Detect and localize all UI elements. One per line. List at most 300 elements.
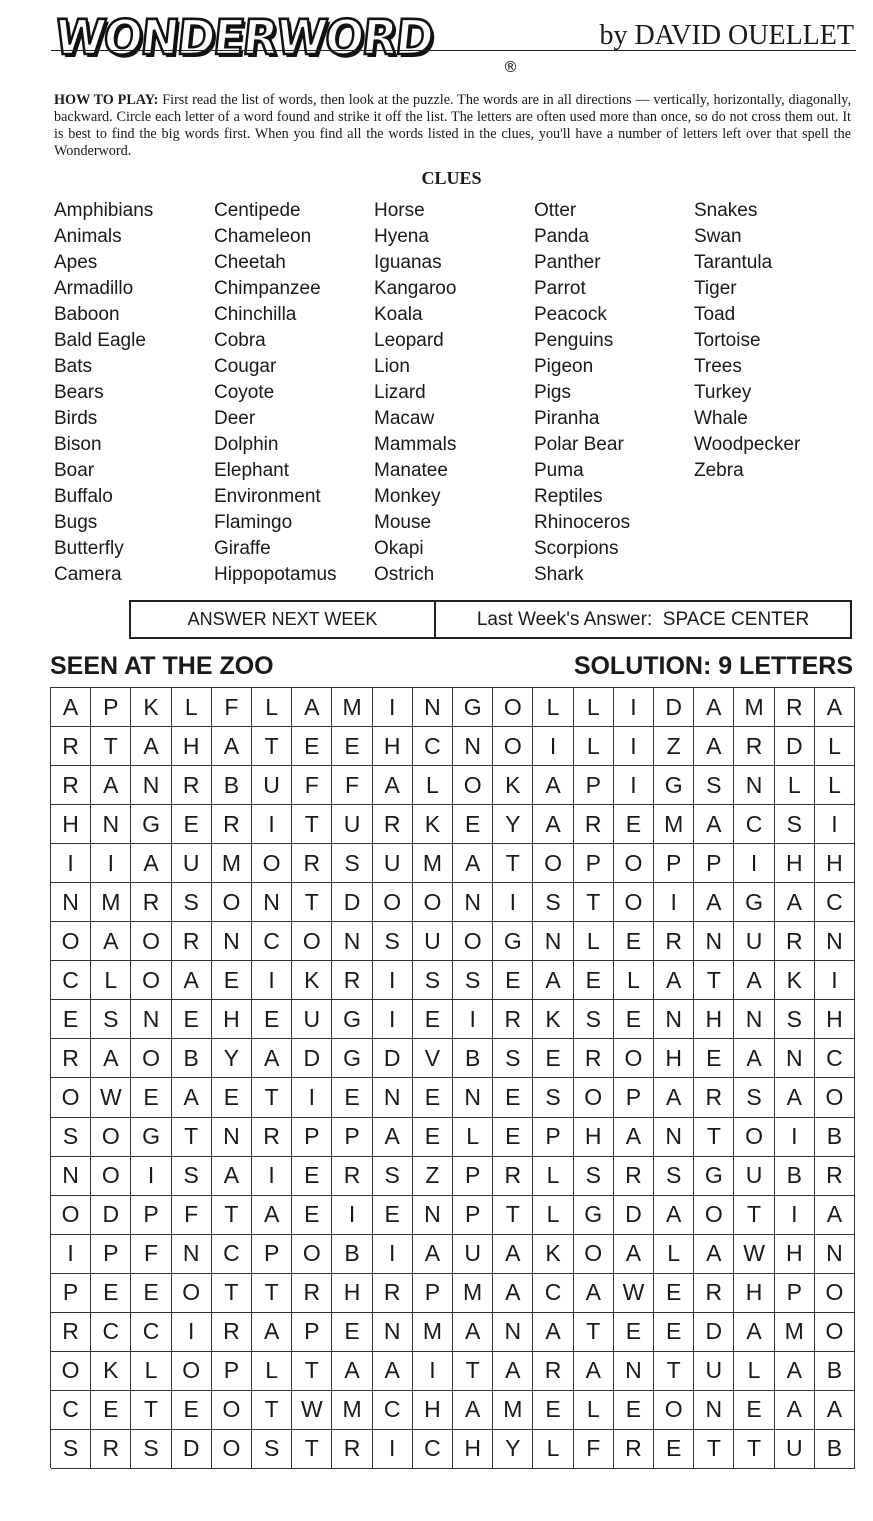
grid-cell[interactable]: R (292, 844, 332, 883)
grid-cell[interactable]: R (332, 1157, 372, 1196)
clue-word[interactable]: Bugs (54, 512, 98, 533)
grid-cell[interactable]: I (332, 1196, 372, 1235)
grid-cell[interactable]: G (453, 688, 493, 727)
grid-cell[interactable]: A (91, 766, 131, 805)
grid-cell[interactable]: R (493, 1000, 533, 1039)
grid-cell[interactable]: R (131, 883, 171, 922)
clue-word[interactable]: Baboon (54, 304, 120, 325)
grid-cell[interactable]: R (694, 1078, 734, 1117)
clue-word[interactable]: Bears (54, 382, 104, 403)
grid-cell[interactable]: Z (413, 1157, 453, 1196)
grid-cell[interactable]: U (775, 1430, 815, 1469)
grid-cell[interactable]: E (413, 1000, 453, 1039)
grid-cell[interactable]: S (172, 1157, 212, 1196)
grid-cell[interactable]: W (91, 1078, 131, 1117)
grid-cell[interactable]: L (172, 688, 212, 727)
grid-cell[interactable]: D (775, 727, 815, 766)
grid-cell[interactable]: N (332, 922, 372, 961)
grid-cell[interactable]: I (131, 1157, 171, 1196)
grid-cell[interactable]: T (654, 1352, 694, 1391)
grid-cell[interactable]: A (694, 1235, 734, 1274)
grid-cell[interactable]: L (252, 688, 292, 727)
grid-cell[interactable]: P (453, 1196, 493, 1235)
grid-cell[interactable]: L (574, 727, 614, 766)
grid-cell[interactable]: C (252, 922, 292, 961)
grid-cell[interactable]: H (815, 844, 855, 883)
grid-cell[interactable]: A (775, 1352, 815, 1391)
clue-word[interactable]: Whale (694, 408, 748, 429)
grid-cell[interactable]: H (654, 1039, 694, 1078)
grid-cell[interactable]: A (453, 844, 493, 883)
grid-cell[interactable]: U (172, 844, 212, 883)
grid-cell[interactable]: A (131, 844, 171, 883)
clue-word[interactable]: Buffalo (54, 486, 113, 507)
grid-cell[interactable]: M (413, 1313, 453, 1352)
grid-cell[interactable]: O (292, 1235, 332, 1274)
grid-cell[interactable]: C (51, 961, 91, 1000)
grid-cell[interactable]: A (252, 1196, 292, 1235)
grid-cell[interactable]: I (453, 1000, 493, 1039)
grid-cell[interactable]: P (131, 1196, 171, 1235)
grid-cell[interactable]: T (91, 727, 131, 766)
grid-cell[interactable]: E (292, 727, 332, 766)
clue-word[interactable]: Pigs (534, 382, 571, 403)
grid-cell[interactable]: H (172, 727, 212, 766)
grid-cell[interactable]: P (212, 1352, 252, 1391)
grid-cell[interactable]: H (694, 1000, 734, 1039)
grid-cell[interactable]: R (332, 961, 372, 1000)
grid-cell[interactable]: I (51, 844, 91, 883)
grid-cell[interactable]: G (694, 1157, 734, 1196)
grid-cell[interactable]: P (51, 1274, 91, 1313)
grid-cell[interactable]: F (332, 766, 372, 805)
grid-cell[interactable]: I (614, 766, 654, 805)
grid-cell[interactable]: S (654, 1157, 694, 1196)
grid-cell[interactable]: S (453, 961, 493, 1000)
grid-cell[interactable]: N (694, 922, 734, 961)
grid-cell[interactable]: O (172, 1352, 212, 1391)
grid-cell[interactable]: A (775, 1391, 815, 1430)
grid-cell[interactable]: K (493, 766, 533, 805)
grid-cell[interactable]: K (292, 961, 332, 1000)
grid-cell[interactable]: T (694, 961, 734, 1000)
grid-cell[interactable]: L (815, 727, 855, 766)
grid-cell[interactable]: I (815, 805, 855, 844)
grid-cell[interactable]: P (694, 844, 734, 883)
grid-cell[interactable]: U (453, 1235, 493, 1274)
grid-cell[interactable]: P (574, 844, 614, 883)
grid-cell[interactable]: M (91, 883, 131, 922)
grid-cell[interactable]: T (212, 1274, 252, 1313)
grid-cell[interactable]: T (252, 1274, 292, 1313)
grid-cell[interactable]: R (775, 688, 815, 727)
grid-cell[interactable]: O (212, 1430, 252, 1469)
grid-cell[interactable]: E (413, 1078, 453, 1117)
grid-cell[interactable]: U (734, 922, 774, 961)
clue-word[interactable]: Manatee (374, 460, 448, 481)
grid-cell[interactable]: I (614, 688, 654, 727)
grid-cell[interactable]: C (815, 883, 855, 922)
grid-cell[interactable]: I (91, 844, 131, 883)
grid-cell[interactable]: U (373, 844, 413, 883)
grid-cell[interactable]: G (493, 922, 533, 961)
grid-cell[interactable]: D (694, 1313, 734, 1352)
grid-cell[interactable]: W (734, 1235, 774, 1274)
grid-cell[interactable]: A (413, 1235, 453, 1274)
grid-cell[interactable]: L (533, 1157, 573, 1196)
clue-word[interactable]: Centipede (214, 200, 301, 221)
grid-cell[interactable]: C (91, 1313, 131, 1352)
grid-cell[interactable]: A (212, 727, 252, 766)
grid-cell[interactable]: H (51, 805, 91, 844)
grid-cell[interactable]: E (373, 1196, 413, 1235)
clue-word[interactable]: Tarantula (694, 252, 773, 273)
grid-cell[interactable]: L (453, 1118, 493, 1157)
grid-cell[interactable]: R (292, 1274, 332, 1313)
grid-cell[interactable]: R (493, 1157, 533, 1196)
grid-cell[interactable]: R (51, 766, 91, 805)
clue-word[interactable]: Macaw (374, 408, 435, 429)
grid-cell[interactable]: K (533, 1000, 573, 1039)
clue-word[interactable]: Bison (54, 434, 102, 455)
grid-cell[interactable]: R (172, 766, 212, 805)
clue-word[interactable]: Parrot (534, 278, 586, 299)
grid-cell[interactable]: H (775, 1235, 815, 1274)
clue-word[interactable]: Swan (694, 226, 742, 247)
grid-cell[interactable]: C (373, 1391, 413, 1430)
clue-word[interactable]: Elephant (214, 460, 290, 481)
grid-cell[interactable]: N (172, 1235, 212, 1274)
grid-cell[interactable]: S (252, 1430, 292, 1469)
grid-cell[interactable]: R (734, 727, 774, 766)
grid-cell[interactable]: E (252, 1000, 292, 1039)
grid-cell[interactable]: K (413, 805, 453, 844)
grid-cell[interactable]: B (172, 1039, 212, 1078)
grid-cell[interactable]: P (413, 1274, 453, 1313)
grid-cell[interactable]: I (373, 688, 413, 727)
grid-cell[interactable]: Y (493, 805, 533, 844)
grid-cell[interactable]: A (654, 1078, 694, 1117)
grid-cell[interactable]: O (815, 1313, 855, 1352)
grid-cell[interactable]: T (131, 1391, 171, 1430)
grid-cell[interactable]: M (332, 1391, 372, 1430)
grid-cell[interactable]: N (131, 766, 171, 805)
grid-cell[interactable]: L (574, 1391, 614, 1430)
clue-word[interactable]: Panda (534, 226, 589, 247)
grid-cell[interactable]: A (332, 1352, 372, 1391)
grid-cell[interactable]: G (332, 1000, 372, 1039)
grid-cell[interactable]: E (493, 1078, 533, 1117)
grid-cell[interactable]: N (775, 1039, 815, 1078)
grid-cell[interactable]: A (493, 1352, 533, 1391)
grid-cell[interactable]: D (332, 883, 372, 922)
grid-cell[interactable]: N (373, 1313, 413, 1352)
grid-cell[interactable]: K (775, 961, 815, 1000)
grid-cell[interactable]: G (734, 883, 774, 922)
grid-cell[interactable]: Z (654, 727, 694, 766)
clue-word[interactable]: Boar (54, 460, 95, 481)
grid-cell[interactable]: N (654, 1000, 694, 1039)
grid-cell[interactable]: N (51, 883, 91, 922)
clue-word[interactable]: Hippopotamus (214, 564, 337, 585)
grid-cell[interactable]: E (654, 1274, 694, 1313)
clue-word[interactable]: Turkey (694, 382, 752, 403)
grid-cell[interactable]: O (453, 766, 493, 805)
clue-word[interactable]: Cheetah (214, 252, 286, 273)
grid-cell[interactable]: R (574, 1039, 614, 1078)
grid-cell[interactable]: C (51, 1391, 91, 1430)
grid-cell[interactable]: R (172, 922, 212, 961)
grid-cell[interactable]: O (574, 1078, 614, 1117)
grid-cell[interactable]: L (654, 1235, 694, 1274)
grid-cell[interactable]: E (614, 922, 654, 961)
clue-word[interactable]: Tiger (694, 278, 737, 299)
grid-cell[interactable]: O (533, 844, 573, 883)
grid-cell[interactable]: L (533, 688, 573, 727)
grid-cell[interactable]: D (373, 1039, 413, 1078)
grid-cell[interactable]: P (533, 1118, 573, 1157)
grid-cell[interactable]: O (51, 1352, 91, 1391)
grid-cell[interactable]: A (172, 1078, 212, 1117)
grid-cell[interactable]: H (574, 1118, 614, 1157)
clue-word[interactable]: Peacock (534, 304, 607, 325)
clue-word[interactable]: Hyena (374, 226, 429, 247)
grid-cell[interactable]: M (212, 844, 252, 883)
grid-cell[interactable]: O (131, 1039, 171, 1078)
grid-cell[interactable]: B (775, 1157, 815, 1196)
grid-cell[interactable]: E (292, 1196, 332, 1235)
clue-word[interactable]: Rhinoceros (534, 512, 631, 533)
grid-cell[interactable]: O (493, 688, 533, 727)
grid-cell[interactable]: A (694, 727, 734, 766)
grid-cell[interactable]: R (91, 1430, 131, 1469)
clue-word[interactable]: Pigeon (534, 356, 594, 377)
grid-cell[interactable]: R (212, 1313, 252, 1352)
grid-cell[interactable]: S (533, 883, 573, 922)
grid-cell[interactable]: A (292, 688, 332, 727)
grid-cell[interactable]: U (332, 805, 372, 844)
grid-cell[interactable]: L (413, 766, 453, 805)
grid-cell[interactable]: H (413, 1391, 453, 1430)
grid-cell[interactable]: C (734, 805, 774, 844)
grid-cell[interactable]: I (533, 727, 573, 766)
clue-word[interactable]: Animals (54, 226, 122, 247)
clue-word[interactable]: Amphibians (54, 200, 154, 221)
grid-cell[interactable]: I (775, 1196, 815, 1235)
clue-word[interactable]: Lion (374, 356, 410, 377)
grid-cell[interactable]: S (694, 766, 734, 805)
grid-cell[interactable]: A (51, 688, 91, 727)
grid-cell[interactable]: O (212, 1391, 252, 1430)
grid-cell[interactable]: C (413, 1430, 453, 1469)
grid-cell[interactable]: T (694, 1118, 734, 1157)
grid-cell[interactable]: S (734, 1078, 774, 1117)
clue-word[interactable]: Butterfly (54, 538, 124, 559)
grid-cell[interactable]: T (453, 1352, 493, 1391)
clue-word[interactable]: Penguins (534, 330, 614, 351)
clue-word[interactable]: Giraffe (214, 538, 271, 559)
grid-cell[interactable]: T (574, 1313, 614, 1352)
clue-word[interactable]: Mammals (374, 434, 457, 455)
grid-cell[interactable]: P (614, 1078, 654, 1117)
grid-cell[interactable]: A (654, 961, 694, 1000)
grid-cell[interactable]: L (734, 1352, 774, 1391)
grid-cell[interactable]: A (453, 1391, 493, 1430)
clue-word[interactable]: Trees (694, 356, 742, 377)
grid-cell[interactable]: E (91, 1274, 131, 1313)
clue-word[interactable]: Chameleon (214, 226, 312, 247)
grid-cell[interactable]: E (493, 961, 533, 1000)
grid-cell[interactable]: L (131, 1352, 171, 1391)
grid-cell[interactable]: B (815, 1430, 855, 1469)
clue-word[interactable]: Kangaroo (374, 278, 457, 299)
grid-cell[interactable]: A (734, 1039, 774, 1078)
grid-cell[interactable]: E (91, 1391, 131, 1430)
grid-cell[interactable]: F (172, 1196, 212, 1235)
grid-cell[interactable]: P (91, 1235, 131, 1274)
grid-cell[interactable]: E (332, 1313, 372, 1352)
clue-word[interactable]: Okapi (374, 538, 424, 559)
clue-word[interactable]: Polar Bear (534, 434, 624, 455)
grid-cell[interactable]: I (172, 1313, 212, 1352)
grid-cell[interactable]: S (91, 1000, 131, 1039)
grid-cell[interactable]: E (332, 727, 372, 766)
grid-cell[interactable]: I (373, 961, 413, 1000)
grid-cell[interactable]: N (533, 922, 573, 961)
grid-cell[interactable]: R (51, 1039, 91, 1078)
grid-cell[interactable]: F (292, 766, 332, 805)
grid-cell[interactable]: E (694, 1039, 734, 1078)
grid-cell[interactable]: N (373, 1078, 413, 1117)
grid-cell[interactable]: I (413, 1352, 453, 1391)
grid-cell[interactable]: E (172, 1000, 212, 1039)
grid-cell[interactable]: D (292, 1039, 332, 1078)
grid-cell[interactable]: T (292, 1352, 332, 1391)
grid-cell[interactable]: N (51, 1157, 91, 1196)
clue-word[interactable]: Birds (54, 408, 98, 429)
grid-cell[interactable]: M (734, 688, 774, 727)
grid-cell[interactable]: H (734, 1274, 774, 1313)
grid-cell[interactable]: E (614, 1000, 654, 1039)
grid-cell[interactable]: O (91, 1157, 131, 1196)
grid-cell[interactable]: A (91, 1039, 131, 1078)
grid-cell[interactable]: T (694, 1430, 734, 1469)
grid-cell[interactable]: O (131, 922, 171, 961)
grid-cell[interactable]: B (332, 1235, 372, 1274)
grid-cell[interactable]: T (292, 805, 332, 844)
grid-cell[interactable]: S (413, 961, 453, 1000)
grid-cell[interactable]: Y (493, 1430, 533, 1469)
grid-cell[interactable]: H (775, 844, 815, 883)
grid-cell[interactable]: A (373, 766, 413, 805)
grid-cell[interactable]: D (654, 688, 694, 727)
grid-cell[interactable]: S (373, 922, 413, 961)
grid-cell[interactable]: E (172, 805, 212, 844)
grid-cell[interactable]: K (91, 1352, 131, 1391)
grid-cell[interactable]: E (614, 805, 654, 844)
grid-cell[interactable]: N (815, 1235, 855, 1274)
grid-cell[interactable]: L (252, 1352, 292, 1391)
clue-word[interactable]: Panther (534, 252, 601, 273)
grid-cell[interactable]: A (734, 1313, 774, 1352)
grid-cell[interactable]: N (654, 1118, 694, 1157)
grid-cell[interactable]: A (815, 1391, 855, 1430)
clue-word[interactable]: Flamingo (214, 512, 293, 533)
grid-cell[interactable]: A (172, 961, 212, 1000)
grid-cell[interactable]: N (252, 883, 292, 922)
grid-cell[interactable]: E (614, 1391, 654, 1430)
clue-word[interactable]: Reptiles (534, 486, 603, 507)
clue-word[interactable]: Zebra (694, 460, 744, 481)
clue-word[interactable]: Deer (214, 408, 256, 429)
grid-cell[interactable]: I (252, 961, 292, 1000)
grid-cell[interactable]: V (413, 1039, 453, 1078)
clue-word[interactable]: Piranha (534, 408, 600, 429)
grid-cell[interactable]: U (292, 1000, 332, 1039)
grid-cell[interactable]: S (51, 1430, 91, 1469)
grid-cell[interactable]: R (533, 1352, 573, 1391)
grid-cell[interactable]: M (453, 1274, 493, 1313)
grid-cell[interactable]: L (533, 1196, 573, 1235)
grid-cell[interactable]: T (252, 1391, 292, 1430)
grid-cell[interactable]: U (413, 922, 453, 961)
grid-cell[interactable]: S (131, 1430, 171, 1469)
grid-cell[interactable]: E (172, 1391, 212, 1430)
grid-cell[interactable]: G (131, 805, 171, 844)
grid-cell[interactable]: H (212, 1000, 252, 1039)
grid-cell[interactable]: U (252, 766, 292, 805)
grid-cell[interactable]: R (654, 922, 694, 961)
grid-cell[interactable]: E (533, 1039, 573, 1078)
grid-cell[interactable]: O (493, 727, 533, 766)
grid-cell[interactable]: G (131, 1118, 171, 1157)
clue-word[interactable]: Iguanas (374, 252, 442, 273)
grid-cell[interactable]: W (292, 1391, 332, 1430)
grid-cell[interactable]: E (131, 1274, 171, 1313)
grid-cell[interactable]: I (252, 1157, 292, 1196)
clue-word[interactable]: Leopard (374, 330, 444, 351)
grid-cell[interactable]: A (694, 883, 734, 922)
grid-cell[interactable]: A (614, 1118, 654, 1157)
grid-cell[interactable]: L (614, 961, 654, 1000)
grid-cell[interactable]: E (212, 961, 252, 1000)
clue-word[interactable]: Shark (534, 564, 584, 585)
grid-cell[interactable]: R (212, 805, 252, 844)
grid-cell[interactable]: N (413, 1196, 453, 1235)
grid-cell[interactable]: N (453, 727, 493, 766)
grid-cell[interactable]: G (332, 1039, 372, 1078)
grid-cell[interactable]: M (775, 1313, 815, 1352)
grid-cell[interactable]: R (775, 922, 815, 961)
clue-word[interactable]: Horse (374, 200, 425, 221)
grid-cell[interactable]: T (292, 1430, 332, 1469)
grid-cell[interactable]: A (91, 922, 131, 961)
grid-cell[interactable]: Y (212, 1039, 252, 1078)
grid-cell[interactable]: F (131, 1235, 171, 1274)
grid-cell[interactable]: A (212, 1157, 252, 1196)
grid-cell[interactable]: K (533, 1235, 573, 1274)
grid-cell[interactable]: L (533, 1430, 573, 1469)
grid-cell[interactable]: O (51, 1196, 91, 1235)
grid-cell[interactable]: O (131, 961, 171, 1000)
grid-cell[interactable]: A (775, 883, 815, 922)
grid-cell[interactable]: N (614, 1352, 654, 1391)
clue-word[interactable]: Armadillo (54, 278, 134, 299)
grid-cell[interactable]: T (292, 883, 332, 922)
grid-cell[interactable]: L (91, 961, 131, 1000)
grid-cell[interactable]: P (292, 1313, 332, 1352)
clue-word[interactable]: Apes (54, 252, 98, 273)
